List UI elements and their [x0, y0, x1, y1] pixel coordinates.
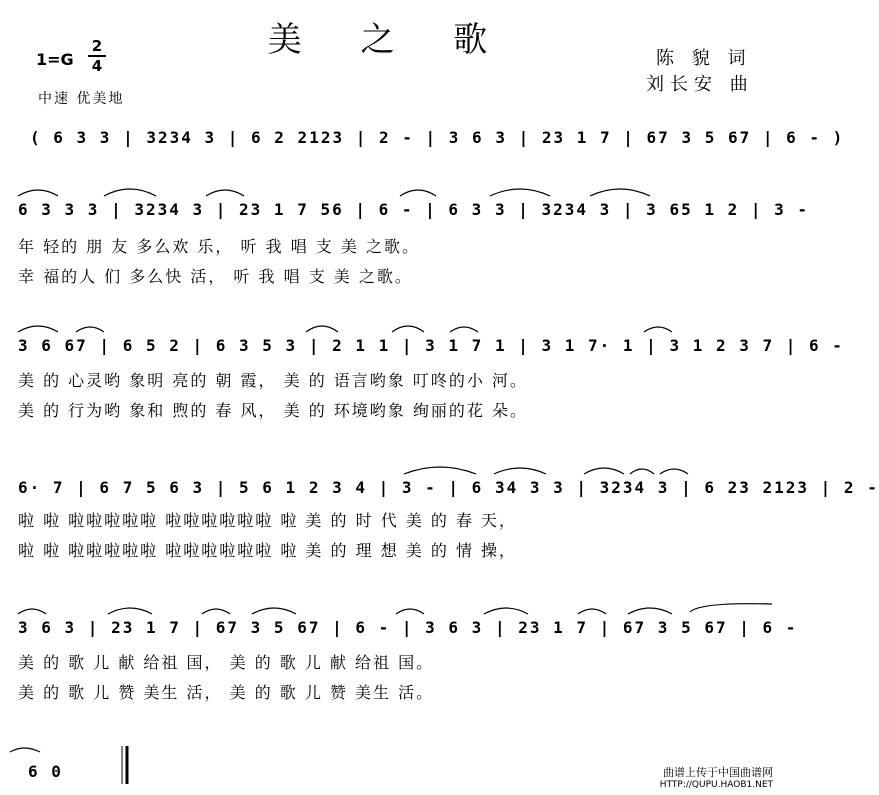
score-line-notes: 3 6 3 | 23 1 7 | 67 3 5 67 | 6 - | 3 6 3 | 23 1 7 | 67 3 5 67 | 6 - [18, 618, 798, 637]
tempo-marking: 中速 优美地 [38, 91, 125, 107]
lyric-verse-2: 幸 福的人 们 多么快 活， 听 我 唱 支 美 之歌。 [18, 267, 413, 286]
key-signature: 1=G [36, 50, 74, 69]
score-line-notes: 6 3 3 3 | 3234 3 | 23 1 7 56 | 6 - | 6 3 3 | 3234 3 | 3 65 1 2 | 3 - [18, 200, 810, 219]
score-line-notes: 6 0 [28, 762, 63, 781]
watermark-text: 曲谱上传于中国曲谱网 [663, 766, 773, 779]
watermark-url: HTTP://QUPU.HAOB1.NET [659, 780, 773, 790]
score-line-notes: ( 6 3 3 | 3234 3 | 6 2 2123 | 2 - | 3 6 3 | 23 1 7 | 67 3 5 67 | 6 - ) [30, 128, 845, 147]
time-signature-top: 2 [91, 37, 103, 55]
score-line-notes: 6· 7 | 6 7 5 6 3 | 5 6 1 2 3 4 | 3 - | 6 34 3 3 | 3234 3 | 6 23 2123 | 2 - [18, 478, 879, 497]
lyric-verse-1: 年 轻的 朋 友 多么欢 乐， 听 我 唱 支 美 之歌。 [18, 237, 420, 256]
composer-credit: 刘长安 曲 [646, 74, 754, 95]
watermark [660, 767, 773, 791]
lyric-verse-1: 啦 啦 啦啦啦啦啦 啦啦啦啦啦啦 啦 美 的 时 代 美 的 春 天， [18, 511, 518, 530]
time-signature-bottom: 4 [91, 57, 103, 75]
lyric-verse-2: 美 的 行为哟 象和 煦的 春 风， 美 的 环境哟象 绚丽的花 朵。 [18, 401, 528, 420]
lyric-verse-1: 美 的 心灵哟 象明 亮的 朝 霞， 美 的 语言哟象 叮咚的小 河。 [18, 371, 528, 390]
lyric-verse-2: 啦 啦 啦啦啦啦啦 啦啦啦啦啦啦 啦 美 的 理 想 美 的 情 操， [18, 541, 518, 560]
lyric-verse-2: 美 的 歌 儿 赞 美生 活， 美 的 歌 儿 赞 美生 活。 [18, 683, 435, 702]
score-line-notes: 3 6 67 | 6 5 2 | 6 3 5 3 | 2 1 1 | 3 1 7 1 | 3 1 7· 1 | 3 1 2 3 7 | 6 - [18, 336, 844, 355]
lyric-verse-1: 美 的 歌 儿 献 给祖 国， 美 的 歌 儿 献 给祖 国。 [18, 653, 435, 672]
song-title: 美 之 歌 [267, 20, 512, 60]
lyricist-credit: 陈 貌 词 [656, 48, 752, 69]
